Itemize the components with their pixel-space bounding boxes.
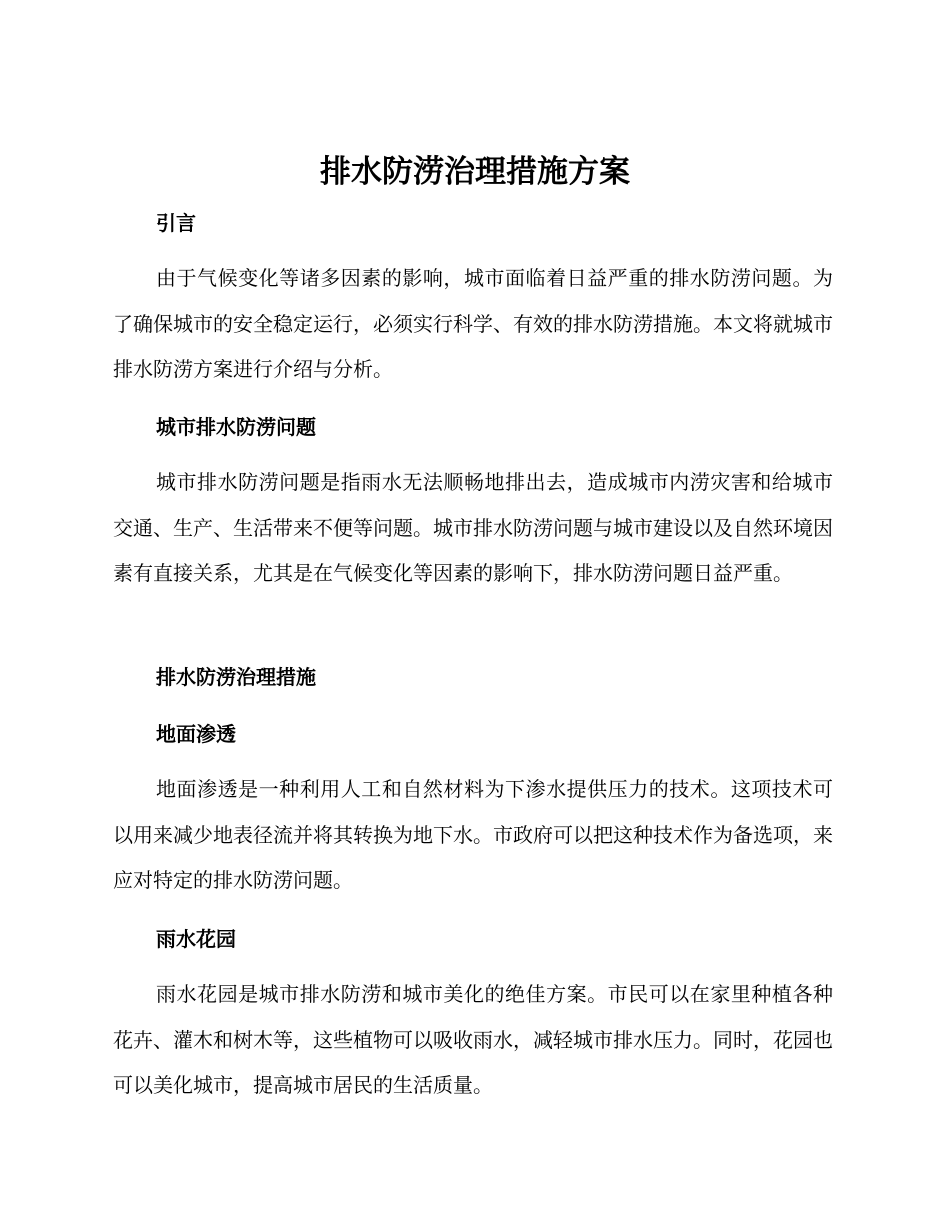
section-body-problem: 城市排水防涝问题是指雨水无法顺畅地排出去，造成城市内涝灾害和给城市交通、生产、生活带来不便等问题。城市排水防涝问题与城市建设以及自然环境因素有直接关系，尤其是在气候变化等因素的影响下，排水防涝问题日益严重。	[113, 470, 833, 585]
section-body-intro: 由于气候变化等诸多因素的影响，城市面临着日益严重的排水防涝问题。为了确保城市的安全稳定运行，必须实行科学、有效的排水防涝措施。本文将就城市排水防涝方案进行介绍与分析。	[113, 266, 833, 381]
section-heading-intro: 引言	[156, 211, 196, 235]
section-heading-infiltration: 地面渗透	[156, 722, 236, 746]
section-body-infiltration: 地面渗透是一种利用人工和自然材料为下渗水提供压力的技术。这项技术可以用来减少地表径流并将其转换为地下水。市政府可以把这种技术作为备选项，来应对特定的排水防涝问题。	[113, 777, 833, 892]
section-heading-rain-garden: 雨水花园	[156, 927, 236, 951]
section-body-rain-garden: 雨水花园是城市排水防涝和城市美化的绝佳方案。市民可以在家里种植各种花卉、灌木和树木等，这些植物可以吸收雨水，减轻城市排水压力。同时，花园也可以美化城市，提高城市居民的生活质量。	[113, 982, 833, 1097]
section-heading-problem: 城市排水防涝问题	[156, 415, 316, 439]
document-title: 排水防涝治理措施方案	[320, 154, 630, 190]
section-heading-measures: 排水防涝治理措施	[156, 665, 316, 689]
